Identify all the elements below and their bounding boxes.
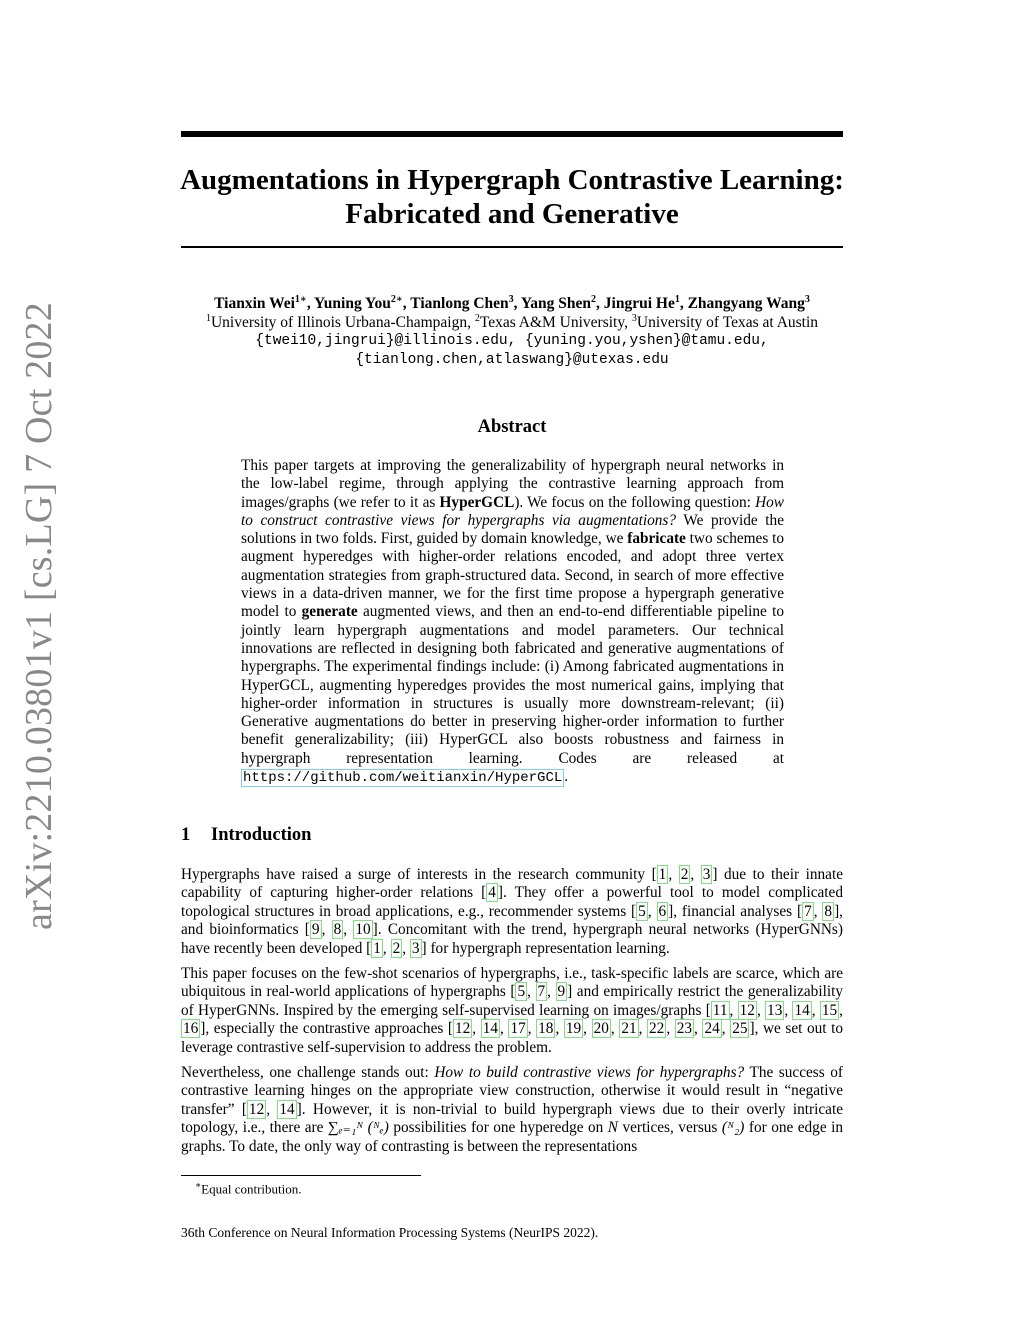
citation-link[interactable]: 8: [824, 902, 833, 920]
citation-link[interactable]: 15: [821, 1001, 838, 1019]
citation-link[interactable]: 17: [510, 1020, 526, 1038]
citation-group: 1 , 2 , 3: [658, 866, 711, 883]
citation-link[interactable]: 19: [565, 1020, 582, 1038]
citation-link[interactable]: 12: [248, 1100, 265, 1118]
citation-link[interactable]: 3: [702, 866, 711, 883]
author-affiliation-mark: 3: [804, 293, 810, 305]
citation-group: 12 , 14 , 17 , 18 , 19 , 20 , 21 , 22 , 23 , 24 , 25: [455, 1020, 748, 1038]
title-line-1: Augmentations in Hypergraph Contrastive Learning:: [180, 164, 844, 196]
citation-link[interactable]: 3: [411, 939, 420, 957]
citation-link[interactable]: 14: [279, 1100, 295, 1118]
citation-link[interactable]: 9: [557, 983, 566, 1001]
citation-group: [486, 883, 498, 902]
code-repository-link[interactable]: https://github.com/weitianxin/HyperGCL: [243, 770, 563, 787]
citation-link[interactable]: 7: [804, 902, 812, 920]
abstract-body: This paper targets at improving the generalizability of hypergraph neural networks in the low-label regime, through applying the contrastive learning approach from images/graphs (we refer to it as HyperGCL). We focus on the following question: How to construct contrastive views for hypergraphs via augmentations? We provide the solutions in two folds. First, guided by domain knowledge, we fabricate two schemes to augment hyperedges with higher-order relations encoded, and adopt three vertex augmentation strategies from graph-structured data. Second, in search of more effective views in a data-driven manner, we for the first time propose a hypergraph generative model to generate augmented views, and then an end-to-end differentiable pipeline to jointly learn hypergraph augmentations and model parameters. Our technical innovations are reflected in designing both fabricated and generative augmentations of hypergraphs. The experimental findings include: (i) Among fabricated augmentations in HyperGCL, augmenting hyperedges provides the most numerical gains, implying that higher-order information in structures is usually more downstream-relevant; (ii) Generative augmentations do better in preserving higher-order information to further benefit generalizability; (iii) HyperGCL also boosts robustness and fairness in hypergraph representation learning. Codes are released at https://github.com/weitianxin/HyperGCL .: [241, 457, 784, 787]
citation-link[interactable]: 13: [767, 1001, 783, 1019]
citation-link[interactable]: 1: [658, 866, 667, 883]
footnote-rule: [181, 1175, 421, 1176]
author-name: Tianxin Wei: [214, 295, 295, 312]
email-line-2: {tianlong.chen,atlaswang}@utexas.edu: [355, 352, 669, 368]
title-top-rule: [181, 131, 843, 137]
intro-paragraph-2: This paper focuses on the few-shot scenarios of hypergraphs, i.e., task-specific labels are scarce, which are ubiquitous in real-world applications of hypergraphs [ 5 , 7 , 9 ] and empirically restrict the generalizability of HyperGNNs. Inspired by the emerging self-supervised learning on images/graphs [ 11 , 12 , 13 , 14 , 15 , 16 ], especially the contrastive approaches [ 12 , 14 , 17 , 18 , 19 , 20 , 21 , 22 , 23 , 24 , 25 ], we set out to leverage contrastive self-supervision to address the problem.: [181, 965, 844, 1056]
citation-link[interactable]: 7: [537, 983, 546, 1001]
citation-group: 1 , 2 , 3: [373, 939, 420, 957]
citation-link[interactable]: 1: [373, 939, 381, 957]
citation-link[interactable]: 14: [794, 1001, 810, 1019]
citation-group: 12 , 14: [248, 1100, 295, 1118]
citation-group: 11 , 12 , 13 , 14 , 15 , 16: [183, 1001, 843, 1038]
citation-link[interactable]: 21: [621, 1020, 637, 1038]
author-name: Zhangyang Wang: [687, 295, 805, 312]
citation-link[interactable]: 8: [333, 921, 342, 939]
abstract-heading: Abstract: [477, 417, 547, 437]
author-names: Tianxin Wei$^{1∗}$, Yuning You$^{2∗}$, Tianlong Chen$^3$, Yang Shen$^2$, Jingrui He$^1$, Zhangyang Wang$^3$: [214, 293, 810, 312]
email-line-1: {twei10,jingrui}@illinois.edu, {yuning.you,yshen}@tamu.edu,: [255, 333, 769, 349]
section-number: 1: [181, 825, 191, 845]
citation-link[interactable]: 4: [488, 884, 496, 902]
intro-paragraph-3: Nevertheless, one challenge stands out: How to build contrastive views for hypergraphs? The success of contrastive learning hinges on the appropriate view construction, otherwise it would result in “negative transfer” [ 12 , 14 ]. However, it is non-trivial to build hypergraph views due to their overly intricate topology, i.e., there are ∑ₑ₌₁ᴺ (ᴺₑ) possibilities for one hyperedge on N vertices, versus (ᴺ₂) for one edge in graphs. To date, the only way of contrasting is between the representations: [181, 1064, 843, 1155]
citation-group: 9 , 8 , 10: [311, 921, 371, 939]
paper-title: [120, 163, 904, 231]
citation-link[interactable]: 23: [676, 1020, 693, 1038]
section-heading-introduction: [181, 825, 843, 846]
citation-link[interactable]: 22: [649, 1020, 665, 1038]
citation-link[interactable]: 12: [739, 1001, 755, 1019]
arxiv-identifier: arXiv:2210.03801v1 [cs.LG] 7 Oct 2022: [18, 302, 60, 930]
author-affiliation-mark: 3: [508, 293, 514, 305]
author-affiliation-mark: 1∗: [294, 293, 307, 305]
author-name: Yuning You: [314, 295, 391, 312]
citation-link[interactable]: 16: [183, 1020, 199, 1038]
citation-link[interactable]: 14: [482, 1020, 499, 1038]
conference-note: 36th Conference on Neural Information Processing Systems (NeurIPS 2022).: [181, 1225, 599, 1240]
section-title: Introduction: [211, 825, 312, 845]
citation-group: 5 , 7 , 9: [517, 983, 566, 1001]
citation-link[interactable]: 11: [712, 1001, 728, 1019]
author-block: [120, 294, 904, 370]
citation-link[interactable]: 2: [680, 866, 689, 883]
citation-group: 7 , 8: [804, 902, 833, 920]
edge-count-formula: (ᴺ₂): [721, 1119, 745, 1137]
title-line-2: Fabricated and Generative: [345, 198, 679, 230]
author-name: Yang Shen: [520, 295, 592, 312]
author-affiliation-mark: 1: [674, 293, 680, 305]
citation-link[interactable]: 20: [593, 1020, 609, 1038]
hyperedge-count-formula: ∑ₑ₌₁ᴺ (ᴺₑ): [327, 1119, 389, 1137]
citation-link[interactable]: 24: [704, 1020, 720, 1038]
citation-link[interactable]: 25: [732, 1020, 748, 1038]
citation-link[interactable]: 18: [538, 1020, 554, 1038]
citation-link[interactable]: 5: [638, 902, 646, 920]
citation-link[interactable]: 9: [311, 921, 320, 939]
citation-link[interactable]: 5: [517, 983, 526, 1001]
citation-link[interactable]: 12: [455, 1020, 471, 1038]
citation-link[interactable]: 10: [355, 921, 371, 939]
author-name: Jingrui He: [603, 295, 675, 312]
citation-link[interactable]: 2: [392, 939, 401, 957]
footnote: ∗Equal contribution.: [195, 1180, 302, 1197]
affiliations: $^1$University of Illinois Urbana-Champaign, $^2$Texas A&M University, $^3$University of Texas at Austin: [205, 312, 819, 331]
citation-group: 5 , 6: [638, 902, 667, 920]
citation-link[interactable]: 6: [658, 902, 667, 920]
intro-paragraph-1: Hypergraphs have raised a surge of interests in the research community [ 1 , 2 , 3 ] due to their innate capability of capturing higher-order relations [ 4 ]. They offer a powerful tool to model complicated topological structures in broad applications, e.g., recommender systems [ 5 , 6 ], financial analyses [ 7 , 8 ], and bioinformatics [ 9 , 8 , 10 ]. Concomitant with the trend, hypergraph neural networks (HyperGNNs) have recently been developed [ 1 , 2 , 3 ] for hypergraph representation learning.: [181, 866, 843, 957]
author-name: Tianlong Chen: [410, 295, 509, 312]
author-affiliation-mark: 2∗: [390, 293, 403, 305]
introduction-body: [181, 866, 843, 1163]
author-affiliation-mark: 2: [591, 293, 597, 305]
title-bottom-rule: [181, 246, 843, 248]
